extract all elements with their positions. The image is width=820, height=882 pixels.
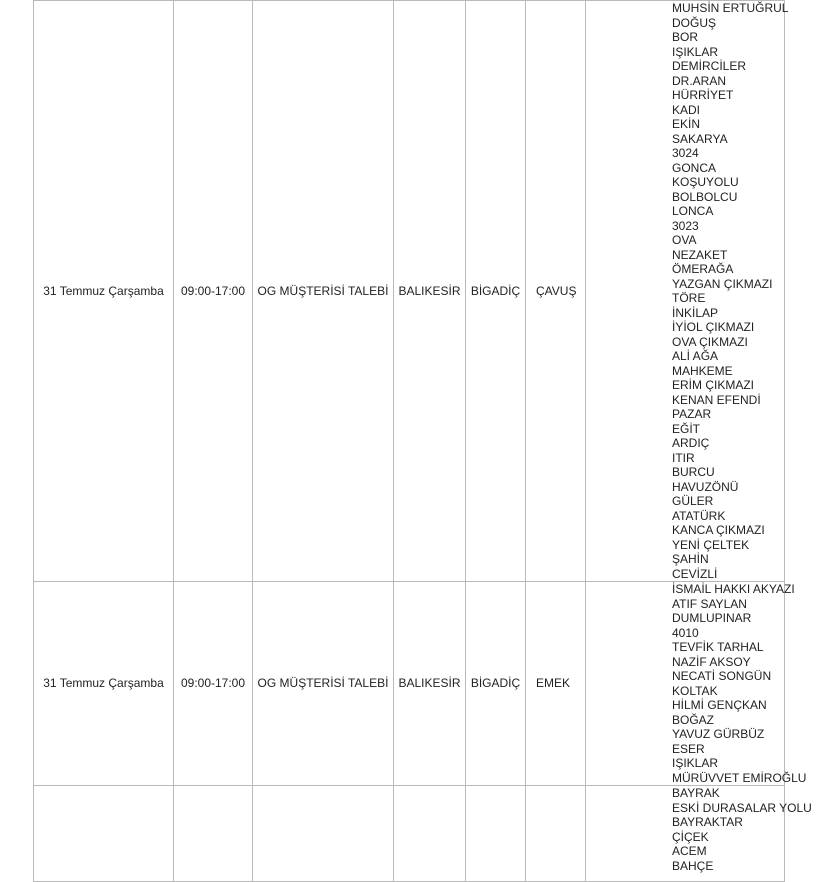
street-item: İNKİLAP	[672, 305, 719, 320]
reason-cell	[253, 786, 394, 882]
street-item: ARDIÇ	[672, 436, 710, 450]
street-item: YAVUZ GÜRBÜZ	[672, 727, 765, 741]
reason-cell: OG MÜŞTERİSİ TALEBİ	[253, 582, 394, 786]
street-item: ITIR	[672, 450, 695, 465]
quarter-cell: EMEK	[526, 582, 586, 786]
date-cell	[34, 786, 174, 882]
street-item: BOĞAZ	[672, 712, 715, 727]
street-item: IŞIKLAR	[672, 756, 719, 770]
street-item: ŞAHİN	[672, 552, 709, 566]
street-item: KOLTAK	[672, 683, 718, 698]
street-item: PAZAR	[672, 407, 712, 421]
table-row	[34, 1, 785, 582]
street-item: DOĞUŞ	[672, 15, 717, 30]
table-row	[34, 582, 785, 786]
street-item: 4010	[672, 625, 699, 640]
street-item: YENİ ÇELTEK	[672, 537, 750, 552]
time-cell: 09:00-17:00	[174, 582, 253, 786]
street-item: DEMİRCİLER	[672, 59, 747, 73]
street-item: BAYRAK	[672, 786, 720, 800]
street-item: 3024	[672, 146, 699, 160]
street-item: GONCA	[672, 160, 717, 175]
street-item: KENAN EFENDİ	[672, 392, 761, 407]
street-item: TEVFİK TARHAL	[672, 640, 764, 654]
street-item: CEVİZLİ	[672, 566, 718, 581]
streets-cell	[586, 786, 812, 882]
street-item: YAZGAN ÇIKMAZI	[672, 276, 773, 291]
street-item: GÜLER	[672, 494, 714, 508]
street-item: BURCU	[672, 465, 715, 479]
time-cell	[174, 786, 253, 882]
street-item: DR.ARAN	[672, 73, 727, 88]
street-item: MAHKEME	[672, 363, 733, 378]
date-cell: 31 Temmuz Çarşamba	[34, 582, 174, 786]
street-item: NAZİF AKSOY	[672, 654, 751, 669]
street-item: EĞİT	[672, 421, 701, 436]
streets-cell	[586, 582, 807, 786]
street-item: ATATÜRK	[672, 508, 726, 523]
street-item: SAKARYA	[672, 131, 728, 146]
street-item: KOŞUYOLU	[672, 175, 739, 189]
street-item: HAVUZÖNÜ	[672, 479, 739, 494]
street-item: DUMLUPINAR	[672, 611, 752, 625]
street-item: ALİ AĞA	[672, 349, 719, 363]
street-item: ESKİ DURASALAR YOLU	[672, 800, 812, 815]
street-item: NEZAKET	[672, 247, 728, 262]
street-item: MUHSİN ERTUĞRUL	[672, 1, 789, 15]
street-item: İYİOL ÇIKMAZI	[672, 320, 755, 334]
street-item: NECATİ SONGÜN	[672, 669, 772, 683]
street-item: ACEM	[672, 844, 707, 858]
street-item: İSMAİL HAKKI AKYAZI	[672, 582, 795, 596]
street-item: OVA	[672, 233, 697, 247]
city-cell: BALIKESİR	[394, 582, 466, 786]
street-item: ÖMERAĞA	[672, 262, 734, 276]
outage-table	[33, 0, 812, 882]
street-item: IŞIKLAR	[672, 44, 719, 59]
street-item: EKİN	[672, 117, 701, 131]
street-item: ÇİÇEK	[672, 829, 709, 844]
street-item: HÜRRİYET	[672, 88, 734, 102]
street-item: KADI	[672, 102, 701, 117]
street-item: BAYRAKTAR	[672, 815, 743, 829]
street-item: HİLMİ GENÇKAN	[672, 698, 767, 712]
district-cell: BİGADİÇ	[466, 582, 526, 786]
street-item: LONCA	[672, 204, 714, 218]
district-cell: BİGADİÇ	[466, 1, 526, 582]
street-item: ERİM ÇIKMAZI	[672, 378, 755, 392]
city-cell	[394, 786, 466, 882]
city-cell: BALIKESİR	[394, 1, 466, 582]
street-item: KANCA ÇIKMAZI	[672, 523, 765, 537]
district-cell	[466, 786, 526, 882]
quarter-cell	[526, 786, 586, 882]
street-item: OVA ÇIKMAZI	[672, 334, 748, 349]
reason-cell: OG MÜŞTERİSİ TALEBİ	[253, 1, 394, 582]
street-item: 3023	[672, 218, 699, 233]
street-item: MÜRÜVVET EMİROĞLU	[672, 770, 807, 785]
street-item: BOLBOLCU	[672, 189, 738, 204]
street-item: TÖRE	[672, 291, 706, 305]
streets-cell	[586, 1, 789, 582]
street-item: ATIF SAYLAN	[672, 596, 747, 611]
street-item: ESER	[672, 741, 705, 756]
date-cell: 31 Temmuz Çarşamba	[34, 1, 174, 582]
table-row	[34, 786, 785, 882]
street-item: BAHÇE	[672, 858, 714, 873]
street-item: BOR	[672, 30, 699, 44]
quarter-cell: ÇAVUŞ	[526, 1, 586, 582]
time-cell: 09:00-17:00	[174, 1, 253, 582]
